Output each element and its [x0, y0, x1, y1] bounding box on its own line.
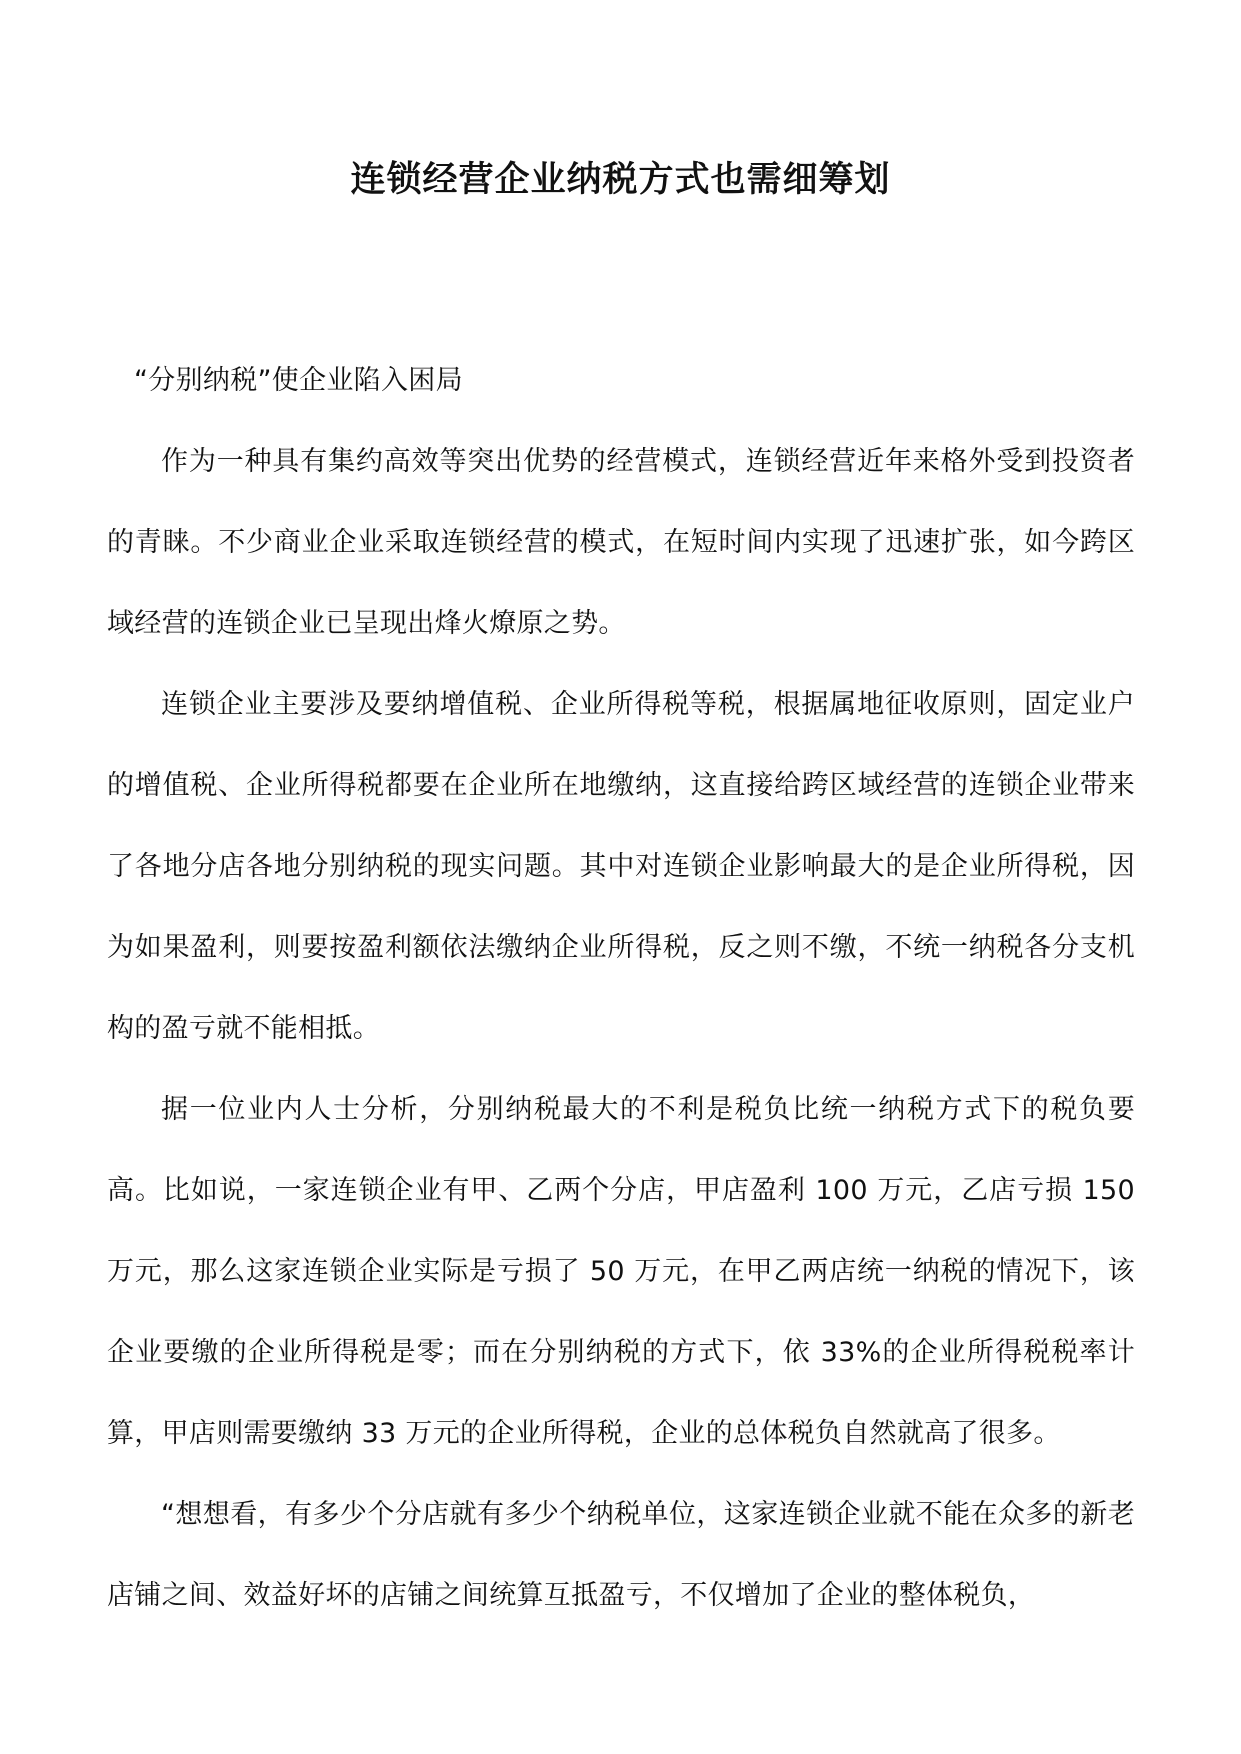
section-heading: “分别纳税”使企业陷入困局: [134, 365, 463, 396]
paragraph-1: 作为一种具有集约高效等突出优势的经营模式，连锁经营近年来格外受到投资者的青睐。不少商业企业采取连锁经营的模式，在短时间内实现了迅速扩张，如今跨区域经营的连锁企业已呈现出烽火燎原之势。: [107, 446, 1135, 639]
paragraph-3: 据一位业内人士分析，分别纳税最大的不利是税负比统一纳税方式下的税负要高。比如说，一家连锁企业有甲、乙两个分店，甲店盈利 100 万元，乙店亏损 150 万元，那么这家连锁企业实际是亏损了 50 万元，在甲乙两店统一纳税的情况下，该企业要缴的企业所得税是零；而在分别纳税的方式下，依 33%的企业所得税税率计算，甲店则需要缴纳 33 万元的企业所得税，企业的总体税负自然就高了很多。: [107, 1094, 1135, 1449]
document-body: [107, 340, 1135, 1636]
document-title: 连锁经营企业纳税方式也需细筹划: [350, 159, 891, 200]
paragraph-2: 连锁企业主要涉及要纳增值税、企业所得税等税，根据属地征收原则，固定业户的增值税、企业所得税都要在企业所在地缴纳，这直接给跨区域经营的连锁企业带来了各地分店各地分别纳税的现实问题。其中对连锁企业影响最大的是企业所得税，因为如果盈利，则要按盈利额依法缴纳企业所得税，反之则不缴，不统一纳税各分支机构的盈亏就不能相抵。: [107, 689, 1135, 1044]
paragraph-4: “想想看，有多少个分店就有多少个纳税单位，这家连锁企业就不能在众多的新老店铺之间、效益好坏的店铺之间统算互抵盈亏，不仅增加了企业的整体税负，: [107, 1499, 1135, 1611]
